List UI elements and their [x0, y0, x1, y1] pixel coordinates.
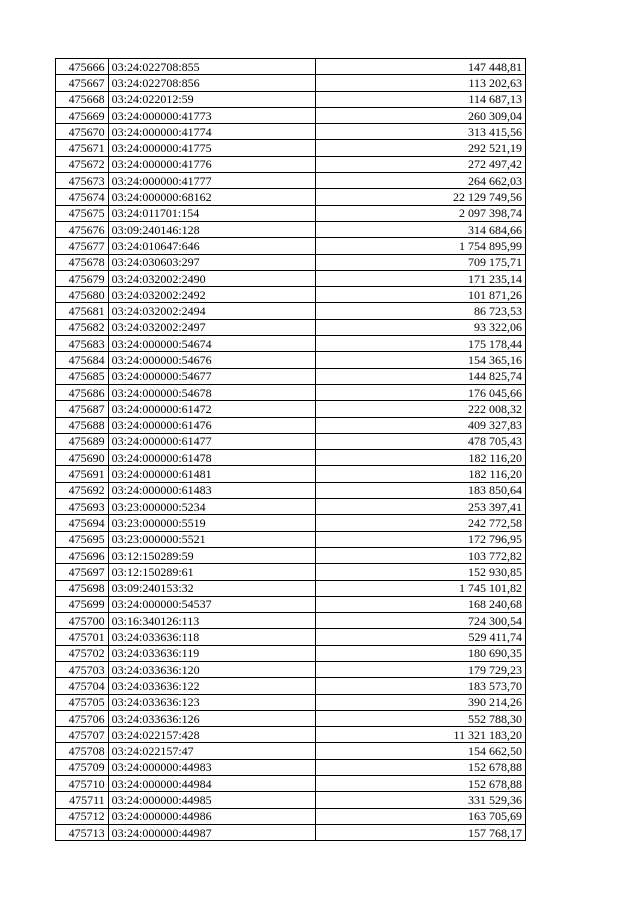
- cadastral-value-cell: 152 678,88: [316, 759, 526, 775]
- cadastral-number-cell: 03:23:000000:5521: [108, 531, 316, 547]
- cadastral-value-cell: 113 202,63: [316, 75, 526, 91]
- row-number-cell: 475666: [56, 59, 109, 75]
- cadastral-number-cell: 03:09:240146:128: [108, 221, 316, 237]
- table-row: [56, 254, 526, 270]
- cadastral-number-cell: 03:24:022708:856: [108, 75, 316, 91]
- row-number-cell: 475676: [56, 221, 109, 237]
- row-number-cell: 475704: [56, 678, 109, 694]
- cadastral-value-cell: 11 321 183,20: [316, 727, 526, 743]
- table-row: [56, 156, 526, 172]
- row-number-cell: 475697: [56, 564, 109, 580]
- cadastral-number-cell: 03:24:022708:855: [108, 59, 316, 75]
- cadastral-number-cell: 03:24:000000:61483: [108, 482, 316, 498]
- cadastral-value-cell: 314 684,66: [316, 221, 526, 237]
- cadastral-value-cell: 390 214,26: [316, 694, 526, 710]
- table-row: [56, 564, 526, 580]
- cadastral-number-cell: 03:24:033636:120: [108, 661, 316, 677]
- cadastral-value-cell: 147 448,81: [316, 59, 526, 75]
- table-row: [56, 352, 526, 368]
- cadastral-number-cell: 03:24:032002:2497: [108, 319, 316, 335]
- cadastral-number-cell: 03:23:000000:5234: [108, 499, 316, 515]
- table-row: [56, 547, 526, 563]
- cadastral-number-cell: 03:24:011701:154: [108, 205, 316, 221]
- table-body: [56, 59, 526, 841]
- cadastral-number-cell: 03:24:000000:44983: [108, 759, 316, 775]
- cadastral-value-cell: 171 235,14: [316, 270, 526, 286]
- cadastral-number-cell: 03:24:022012:59: [108, 91, 316, 107]
- cadastral-value-cell: 1 754 895,99: [316, 238, 526, 254]
- cadastral-number-cell: 03:24:010647:646: [108, 238, 316, 254]
- row-number-cell: 475681: [56, 303, 109, 319]
- cadastral-number-cell: 03:24:000000:54677: [108, 368, 316, 384]
- table-row: [56, 531, 526, 547]
- row-number-cell: 475680: [56, 287, 109, 303]
- cadastral-value-cell: 179 729,23: [316, 661, 526, 677]
- cadastral-number-cell: 03:24:000000:54678: [108, 384, 316, 400]
- table-row: [56, 75, 526, 91]
- cadastral-number-cell: 03:24:033636:118: [108, 629, 316, 645]
- cadastral-value-cell: 103 772,82: [316, 547, 526, 563]
- row-number-cell: 475689: [56, 433, 109, 449]
- row-number-cell: 475694: [56, 515, 109, 531]
- table-row: [56, 694, 526, 710]
- table-row: [56, 368, 526, 384]
- table-row: [56, 499, 526, 515]
- row-number-cell: 475701: [56, 629, 109, 645]
- cadastral-value-cell: 86 723,53: [316, 303, 526, 319]
- cadastral-value-cell: 176 045,66: [316, 384, 526, 400]
- cadastral-value-cell: 182 116,20: [316, 466, 526, 482]
- cadastral-number-cell: 03:24:000000:44986: [108, 808, 316, 824]
- table-row: [56, 613, 526, 629]
- table-row: [56, 596, 526, 612]
- cadastral-value-cell: 182 116,20: [316, 450, 526, 466]
- row-number-cell: 475705: [56, 694, 109, 710]
- row-number-cell: 475682: [56, 319, 109, 335]
- row-number-cell: 475685: [56, 368, 109, 384]
- row-number-cell: 475708: [56, 743, 109, 759]
- table-row: [56, 417, 526, 433]
- cadastral-value-cell: 242 772,58: [316, 515, 526, 531]
- row-number-cell: 475712: [56, 808, 109, 824]
- table-row: [56, 645, 526, 661]
- cadastral-value-cell: 1 745 101,82: [316, 580, 526, 596]
- table-row: [56, 303, 526, 319]
- table-row: [56, 107, 526, 123]
- table-row: [56, 336, 526, 352]
- cadastral-value-cell: 152 678,88: [316, 776, 526, 792]
- cadastral-number-cell: 03:24:000000:61476: [108, 417, 316, 433]
- row-number-cell: 475711: [56, 792, 109, 808]
- row-number-cell: 475683: [56, 336, 109, 352]
- table-row: [56, 661, 526, 677]
- cadastral-number-cell: 03:23:000000:5519: [108, 515, 316, 531]
- row-number-cell: 475670: [56, 124, 109, 140]
- cadastral-value-cell: 260 309,04: [316, 107, 526, 123]
- table-row: [56, 59, 526, 75]
- row-number-cell: 475678: [56, 254, 109, 270]
- row-number-cell: 475669: [56, 107, 109, 123]
- row-number-cell: 475675: [56, 205, 109, 221]
- cadastral-value-cell: 172 796,95: [316, 531, 526, 547]
- table-row: [56, 433, 526, 449]
- cadastral-number-cell: 03:24:000000:41776: [108, 156, 316, 172]
- cadastral-value-cell: 331 529,36: [316, 792, 526, 808]
- table-row: [56, 727, 526, 743]
- cadastral-value-cell: 22 129 749,56: [316, 189, 526, 205]
- table-row: [56, 515, 526, 531]
- table-row: [56, 287, 526, 303]
- cadastral-number-cell: 03:24:000000:54537: [108, 596, 316, 612]
- table-row: [56, 759, 526, 775]
- table-row: [56, 776, 526, 792]
- table-row: [56, 270, 526, 286]
- cadastral-value-cell: 292 521,19: [316, 140, 526, 156]
- cadastral-number-cell: 03:24:000000:54674: [108, 336, 316, 352]
- cadastral-number-cell: 03:12:150289:61: [108, 564, 316, 580]
- row-number-cell: 475668: [56, 91, 109, 107]
- table-row: [56, 238, 526, 254]
- cadastral-value-cell: 114 687,13: [316, 91, 526, 107]
- row-number-cell: 475707: [56, 727, 109, 743]
- cadastral-number-cell: 03:24:000000:61481: [108, 466, 316, 482]
- cadastral-number-cell: 03:24:033636:122: [108, 678, 316, 694]
- row-number-cell: 475710: [56, 776, 109, 792]
- row-number-cell: 475692: [56, 482, 109, 498]
- cadastral-number-cell: 03:24:000000:41775: [108, 140, 316, 156]
- row-number-cell: 475693: [56, 499, 109, 515]
- cadastral-value-cell: 168 240,68: [316, 596, 526, 612]
- cadastral-number-cell: 03:24:032002:2490: [108, 270, 316, 286]
- row-number-cell: 475674: [56, 189, 109, 205]
- cadastral-value-cell: 154 365,16: [316, 352, 526, 368]
- row-number-cell: 475690: [56, 450, 109, 466]
- cadastral-number-cell: 03:24:022157:47: [108, 743, 316, 759]
- cadastral-value-cell: 478 705,43: [316, 433, 526, 449]
- cadastral-value-cell: 264 662,03: [316, 173, 526, 189]
- row-number-cell: 475702: [56, 645, 109, 661]
- table-row: [56, 629, 526, 645]
- table-row: [56, 450, 526, 466]
- row-number-cell: 475673: [56, 173, 109, 189]
- cadastral-number-cell: 03:24:032002:2492: [108, 287, 316, 303]
- cadastral-number-cell: 03:24:000000:61477: [108, 433, 316, 449]
- cadastral-number-cell: 03:24:000000:41773: [108, 107, 316, 123]
- table-row: [56, 580, 526, 596]
- row-number-cell: 475671: [56, 140, 109, 156]
- cadastral-value-cell: 101 871,26: [316, 287, 526, 303]
- table-row: [56, 743, 526, 759]
- cadastral-value-cell: 180 690,35: [316, 645, 526, 661]
- cadastral-number-cell: 03:09:240153:32: [108, 580, 316, 596]
- cadastral-number-cell: 03:24:000000:44984: [108, 776, 316, 792]
- cadastral-value-cell: 157 768,17: [316, 824, 526, 840]
- row-number-cell: 475706: [56, 710, 109, 726]
- row-number-cell: 475677: [56, 238, 109, 254]
- cadastral-value-cell: 253 397,41: [316, 499, 526, 515]
- cadastral-value-cell: 152 930,85: [316, 564, 526, 580]
- table-row: [56, 221, 526, 237]
- cadastral-value-cell: 529 411,74: [316, 629, 526, 645]
- cadastral-value-cell: 222 008,32: [316, 401, 526, 417]
- table-row: [56, 466, 526, 482]
- cadastral-value-cell: 552 788,30: [316, 710, 526, 726]
- row-number-cell: 475698: [56, 580, 109, 596]
- row-number-cell: 475709: [56, 759, 109, 775]
- cadastral-number-cell: 03:24:000000:44985: [108, 792, 316, 808]
- row-number-cell: 475679: [56, 270, 109, 286]
- table-row: [56, 189, 526, 205]
- cadastral-value-cell: 163 705,69: [316, 808, 526, 824]
- table-row: [56, 205, 526, 221]
- table-row: [56, 824, 526, 840]
- row-number-cell: 475695: [56, 531, 109, 547]
- table-row: [56, 140, 526, 156]
- cadastral-number-cell: 03:24:032002:2494: [108, 303, 316, 319]
- cadastral-value-cell: 154 662,50: [316, 743, 526, 759]
- table-row: [56, 678, 526, 694]
- row-number-cell: 475687: [56, 401, 109, 417]
- table-row: [56, 91, 526, 107]
- cadastral-number-cell: 03:16:340126:113: [108, 613, 316, 629]
- table-row: [56, 173, 526, 189]
- row-number-cell: 475699: [56, 596, 109, 612]
- row-number-cell: 475684: [56, 352, 109, 368]
- cadastral-value-cell: 272 497,42: [316, 156, 526, 172]
- cadastral-number-cell: 03:24:000000:41777: [108, 173, 316, 189]
- table-row: [56, 482, 526, 498]
- cadastral-number-cell: 03:24:033636:126: [108, 710, 316, 726]
- cadastral-number-cell: 03:24:000000:61478: [108, 450, 316, 466]
- cadastral-value-cell: 709 175,71: [316, 254, 526, 270]
- table-row: [56, 124, 526, 140]
- row-number-cell: 475667: [56, 75, 109, 91]
- cadastral-number-cell: 03:24:000000:61472: [108, 401, 316, 417]
- cadastral-value-cell: 175 178,44: [316, 336, 526, 352]
- cadastral-value-table: [55, 58, 526, 841]
- cadastral-value-cell: 183 850,64: [316, 482, 526, 498]
- cadastral-number-cell: 03:24:022157:428: [108, 727, 316, 743]
- row-number-cell: 475713: [56, 824, 109, 840]
- row-number-cell: 475672: [56, 156, 109, 172]
- row-number-cell: 475700: [56, 613, 109, 629]
- table-row: [56, 401, 526, 417]
- row-number-cell: 475696: [56, 547, 109, 563]
- cadastral-value-cell: 183 573,70: [316, 678, 526, 694]
- row-number-cell: 475688: [56, 417, 109, 433]
- cadastral-number-cell: 03:12:150289:59: [108, 547, 316, 563]
- table-row: [56, 808, 526, 824]
- cadastral-value-cell: 724 300,54: [316, 613, 526, 629]
- cadastral-number-cell: 03:24:030603:297: [108, 254, 316, 270]
- cadastral-value-cell: 2 097 398,74: [316, 205, 526, 221]
- row-number-cell: 475691: [56, 466, 109, 482]
- table-row: [56, 384, 526, 400]
- cadastral-number-cell: 03:24:033636:119: [108, 645, 316, 661]
- cadastral-value-cell: 313 415,56: [316, 124, 526, 140]
- cadastral-number-cell: 03:24:000000:54676: [108, 352, 316, 368]
- cadastral-number-cell: 03:24:000000:44987: [108, 824, 316, 840]
- table-row: [56, 792, 526, 808]
- cadastral-value-cell: 144 825,74: [316, 368, 526, 384]
- row-number-cell: 475686: [56, 384, 109, 400]
- row-number-cell: 475703: [56, 661, 109, 677]
- table-row: [56, 319, 526, 335]
- cadastral-value-cell: 409 327,83: [316, 417, 526, 433]
- cadastral-number-cell: 03:24:000000:41774: [108, 124, 316, 140]
- table-row: [56, 710, 526, 726]
- cadastral-number-cell: 03:24:033636:123: [108, 694, 316, 710]
- cadastral-number-cell: 03:24:000000:68162: [108, 189, 316, 205]
- cadastral-value-cell: 93 322,06: [316, 319, 526, 335]
